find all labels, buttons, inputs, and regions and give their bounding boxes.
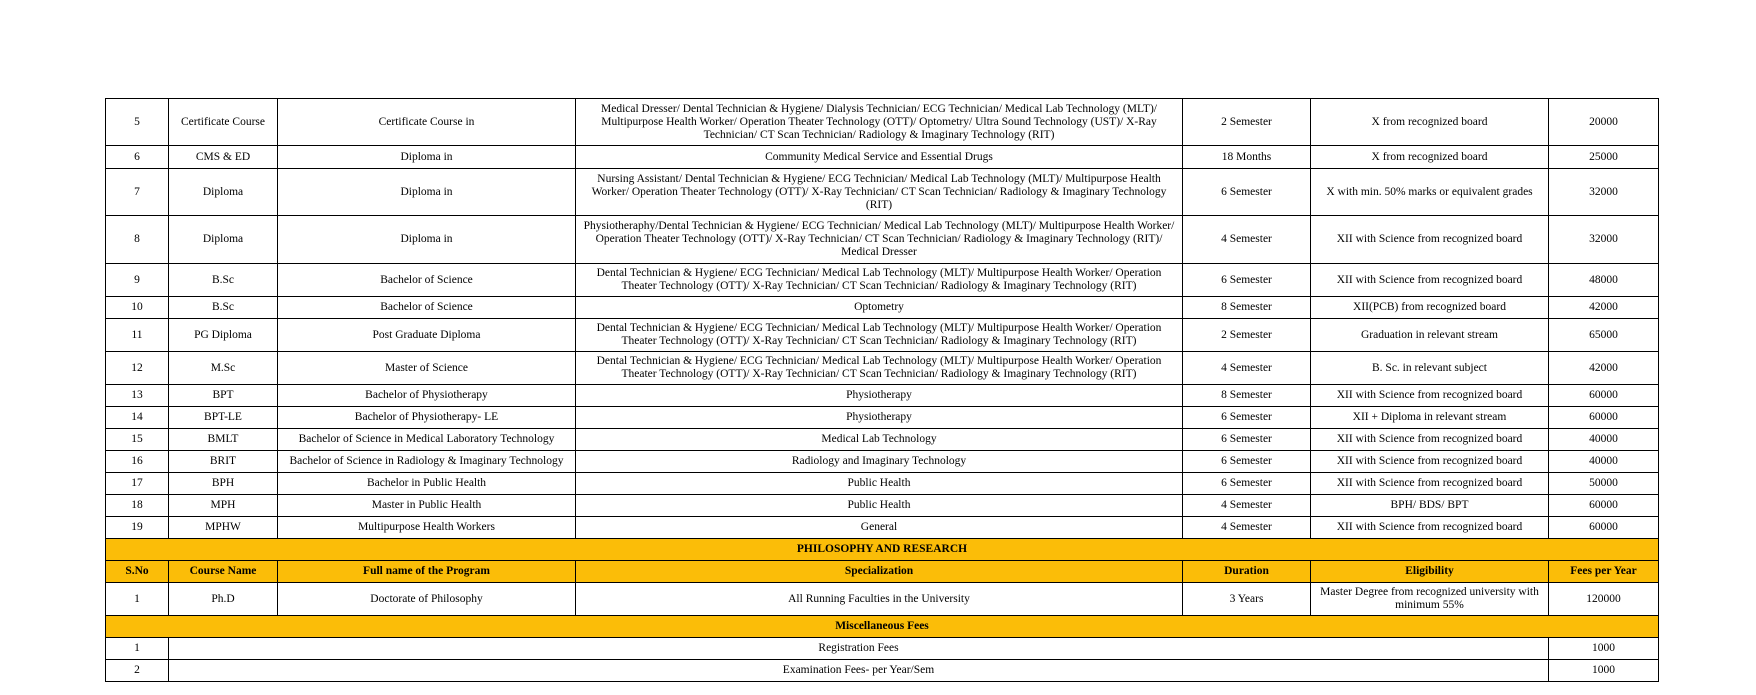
cell-duration: 6 Semester [1183,169,1311,216]
philosophy-section [106,539,1659,616]
cell-specialization: Optometry [576,297,1183,319]
table-row [106,264,1659,297]
cell-sno: 1 [106,638,169,660]
cell-program: Multipurpose Health Workers [278,517,576,539]
cell-fees: 20000 [1549,99,1659,146]
table-row [106,429,1659,451]
cell-program: Master of Science [278,352,576,385]
cell-eligibility: X with min. 50% marks or equivalent grades [1311,169,1549,216]
fee-structure-table [105,98,1659,682]
cell-specialization: General [576,517,1183,539]
cell-fees: 32000 [1549,216,1659,264]
cell-eligibility: XII with Science from recognized board [1311,264,1549,297]
cell-sno: 8 [106,216,169,264]
cell-duration: 6 Semester [1183,264,1311,297]
cell-specialization: Public Health [576,473,1183,495]
cell-eligibility: Master Degree from recognized university with minimum 55% [1311,583,1549,616]
cell-sno: 13 [106,385,169,407]
cell-specialization: Physiotheraphy/Dental Technician & Hygiene/ ECG Technician/ Medical Lab Technology (MLT)/ Multipurpose Health Worker/ Operation Theater Technology (OTT)/ X-Ray Technician/ CT Scan Technician/ Radiology & Imaginary Technology (RIT)/ Medical Dresser [576,216,1183,264]
cell-sno: 11 [106,319,169,352]
cell-course-name: Diploma [169,216,278,264]
cell-course-name: BRIT [169,451,278,473]
cell-program: Bachelor of Science in Medical Laboratory Technology [278,429,576,451]
table-row [106,407,1659,429]
cell-duration: 6 Semester [1183,473,1311,495]
cell-duration: 6 Semester [1183,429,1311,451]
cell-eligibility: X from recognized board [1311,146,1549,169]
cell-program: Bachelor of Physiotherapy [278,385,576,407]
cell-specialization: Dental Technician & Hygiene/ ECG Technician/ Medical Lab Technology (MLT)/ Multipurpose Health Worker/ Operation Theater Technology (OTT)/ X-Ray Technician/ CT Scan Technician/ Radiology & Imaginary Technology (RIT) [576,319,1183,352]
cell-sno: 15 [106,429,169,451]
cell-sno: 12 [106,352,169,385]
cell-duration: 3 Years [1183,583,1311,616]
cell-course-name: BPT [169,385,278,407]
cell-fees: 60000 [1549,517,1659,539]
cell-course-name: PG Diploma [169,319,278,352]
header-specialization: Specialization [576,561,1183,583]
cell-sno: 18 [106,495,169,517]
header-program: Full name of the Program [278,561,576,583]
philosophy-section-header-row [106,539,1659,561]
cell-specialization: Medical Dresser/ Dental Technician & Hygiene/ Dialysis Technician/ ECG Technician/ Medical Lab Technology (MLT)/ Multipurpose Health Worker/ Operation Theater Technology (OTT)/ Optometry/ Ultra Sound Technology (UST)/ X-Ray Technician/ CT Scan Technician/ Radiology & Imaginary Technology (RIT) [576,99,1183,146]
table-row [106,517,1659,539]
philosophy-section-title: PHILOSOPHY AND RESEARCH [106,539,1659,561]
cell-program: Bachelor of Science [278,297,576,319]
cell-eligibility: B. Sc. in relevant subject [1311,352,1549,385]
table-row [106,352,1659,385]
cell-eligibility: Graduation in relevant stream [1311,319,1549,352]
cell-specialization: Physiotherapy [576,407,1183,429]
cell-fee-name: Examination Fees- per Year/Sem [169,660,1549,682]
cell-course-name: MPHW [169,517,278,539]
cell-sno: 5 [106,99,169,146]
cell-duration: 6 Semester [1183,451,1311,473]
cell-eligibility: XII + Diploma in relevant stream [1311,407,1549,429]
cell-sno: 14 [106,407,169,429]
cell-program: Bachelor of Science in Radiology & Imaginary Technology [278,451,576,473]
cell-sno: 16 [106,451,169,473]
cell-fees: 40000 [1549,451,1659,473]
misc-section-title: Miscellaneous Fees [106,616,1659,638]
cell-fees: 60000 [1549,407,1659,429]
cell-program: Diploma in [278,169,576,216]
cell-specialization: Dental Technician & Hygiene/ ECG Technician/ Medical Lab Technology (MLT)/ Multipurpose Health Worker/ Operation Theater Technology (OTT)/ X-Ray Technician/ CT Scan Technician/ Radiology & Imaginary Technology (RIT) [576,264,1183,297]
cell-sno: 10 [106,297,169,319]
cell-specialization: Medical Lab Technology [576,429,1183,451]
table-row [106,638,1659,660]
cell-program: Bachelor in Public Health [278,473,576,495]
table-row [106,99,1659,146]
cell-fees: 42000 [1549,352,1659,385]
cell-program: Doctorate of Philosophy [278,583,576,616]
cell-eligibility: XII with Science from recognized board [1311,216,1549,264]
cell-duration: 2 Semester [1183,319,1311,352]
cell-specialization: Dental Technician & Hygiene/ ECG Technician/ Medical Lab Technology (MLT)/ Multipurpose Health Worker/ Operation Theater Technology (OTT)/ X-Ray Technician/ CT Scan Technician/ Radiology & Imaginary Technology (RIT) [576,352,1183,385]
cell-fees: 42000 [1549,297,1659,319]
table-row [106,583,1659,616]
cell-program: Diploma in [278,216,576,264]
cell-program: Diploma in [278,146,576,169]
cell-fees: 1000 [1549,660,1659,682]
cell-course-name: MPH [169,495,278,517]
cell-program: Post Graduate Diploma [278,319,576,352]
cell-duration: 4 Semester [1183,517,1311,539]
cell-eligibility: XII with Science from recognized board [1311,385,1549,407]
cell-program: Master in Public Health [278,495,576,517]
cell-eligibility: BPH/ BDS/ BPT [1311,495,1549,517]
header-fees: Fees per Year [1549,561,1659,583]
cell-sno: 6 [106,146,169,169]
misc-section-header-row [106,616,1659,638]
table-row [106,660,1659,682]
table-row [106,169,1659,216]
cell-course-name: Certificate Course [169,99,278,146]
cell-course-name: BPT-LE [169,407,278,429]
cell-course-name: M.Sc [169,352,278,385]
cell-specialization: All Running Faculties in the University [576,583,1183,616]
cell-course-name: BMLT [169,429,278,451]
cell-duration: 6 Semester [1183,407,1311,429]
header-eligibility: Eligibility [1311,561,1549,583]
cell-sno: 1 [106,583,169,616]
cell-program: Bachelor of Physiotherapy- LE [278,407,576,429]
cell-sno: 19 [106,517,169,539]
cell-fees: 65000 [1549,319,1659,352]
cell-duration: 2 Semester [1183,99,1311,146]
fee-structure-table-wrapper [105,98,1658,682]
cell-eligibility: XII with Science from recognized board [1311,473,1549,495]
table-row [106,495,1659,517]
cell-course-name: Diploma [169,169,278,216]
table-row [106,146,1659,169]
header-sno: S.No [106,561,169,583]
cell-sno: 9 [106,264,169,297]
cell-course-name: CMS & ED [169,146,278,169]
cell-eligibility: XII with Science from recognized board [1311,517,1549,539]
cell-eligibility: XII(PCB) from recognized board [1311,297,1549,319]
cell-eligibility: X from recognized board [1311,99,1549,146]
cell-eligibility: XII with Science from recognized board [1311,429,1549,451]
cell-eligibility: XII with Science from recognized board [1311,451,1549,473]
cell-course-name: BPH [169,473,278,495]
cell-duration: 8 Semester [1183,385,1311,407]
cell-fees: 48000 [1549,264,1659,297]
cell-fees: 50000 [1549,473,1659,495]
cell-course-name: Ph.D [169,583,278,616]
course-table-body [106,99,1659,539]
cell-specialization: Physiotherapy [576,385,1183,407]
cell-sno: 17 [106,473,169,495]
cell-program: Bachelor of Science [278,264,576,297]
cell-program: Certificate Course in [278,99,576,146]
cell-fees: 40000 [1549,429,1659,451]
cell-specialization: Community Medical Service and Essential Drugs [576,146,1183,169]
cell-course-name: B.Sc [169,264,278,297]
cell-fees: 60000 [1549,385,1659,407]
cell-sno: 2 [106,660,169,682]
cell-duration: 18 Months [1183,146,1311,169]
cell-duration: 4 Semester [1183,216,1311,264]
philosophy-column-header-row [106,561,1659,583]
cell-specialization: Nursing Assistant/ Dental Technician & Hygiene/ ECG Technician/ Medical Lab Technology (MLT)/ Multipurpose Health Worker/ Operation Theater Technology (OTT)/ X-Ray Technician/ CT Scan Technician/ Radiology & Imaginary Technology (RIT) [576,169,1183,216]
table-row [106,319,1659,352]
table-row [106,385,1659,407]
cell-duration: 8 Semester [1183,297,1311,319]
table-row [106,451,1659,473]
cell-duration: 4 Semester [1183,495,1311,517]
cell-fees: 25000 [1549,146,1659,169]
cell-specialization: Radiology and Imaginary Technology [576,451,1183,473]
cell-fees: 60000 [1549,495,1659,517]
table-row [106,473,1659,495]
cell-fees: 1000 [1549,638,1659,660]
cell-course-name: B.Sc [169,297,278,319]
cell-fee-name: Registration Fees [169,638,1549,660]
cell-fees: 120000 [1549,583,1659,616]
table-row [106,297,1659,319]
cell-fees: 32000 [1549,169,1659,216]
misc-section [106,616,1659,682]
header-duration: Duration [1183,561,1311,583]
table-row [106,216,1659,264]
cell-duration: 4 Semester [1183,352,1311,385]
cell-sno: 7 [106,169,169,216]
cell-specialization: Public Health [576,495,1183,517]
header-course-name: Course Name [169,561,278,583]
